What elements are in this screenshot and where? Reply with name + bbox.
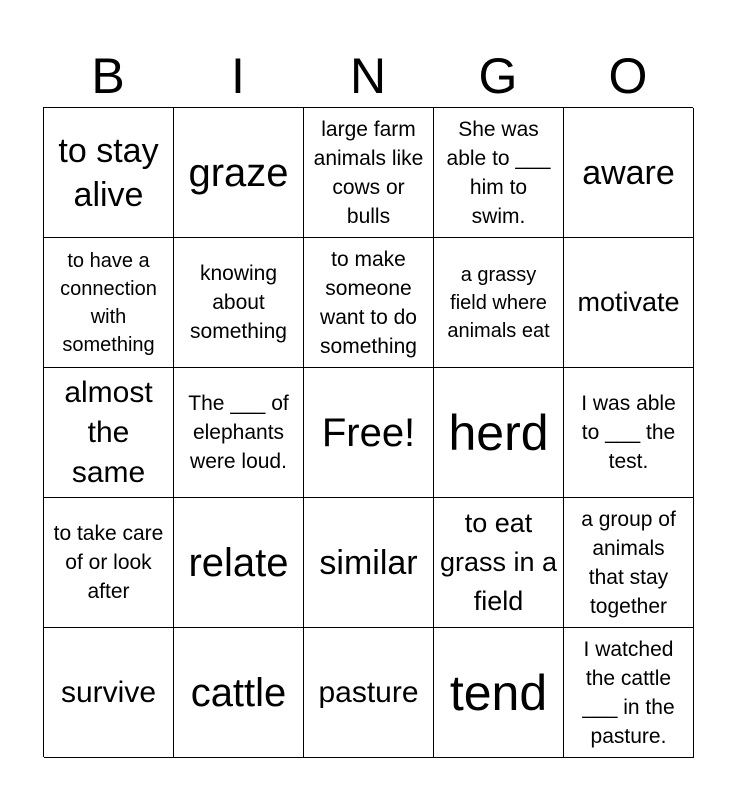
bingo-cell-r5-c2: [174, 628, 304, 758]
bingo-cell-r1-c3: [304, 108, 434, 238]
bingo-cell-r1-c4: [434, 108, 564, 238]
bingo-cell-r3-c2: [174, 368, 304, 498]
bingo-cell-r1-c1: [44, 108, 174, 238]
bingo-cell-r3-c3: [304, 368, 434, 498]
cell-text: Free!: [321, 410, 416, 455]
bingo-cell-r2-c1: [44, 238, 174, 368]
bingo-cell-r4-c4: [434, 498, 564, 628]
cell-text: aware: [582, 153, 675, 192]
bingo-cell-r3-c1: [44, 368, 174, 498]
bingo-cell-r4-c2: [174, 498, 304, 628]
cell-text: motivate: [577, 287, 680, 317]
header-letter-o: O: [608, 48, 648, 104]
cell-text: tend: [449, 664, 548, 721]
cell-text: knowing about something: [190, 262, 287, 343]
bingo-cell-r4-c1: [44, 498, 174, 628]
bingo-cell-r2-c4: [434, 238, 564, 368]
header-letter-n: N: [349, 48, 387, 104]
bingo-cell-r5-c3: [304, 628, 434, 758]
bingo-cell-r3-c4: [434, 368, 564, 498]
header-letter-i: I: [231, 48, 245, 104]
bingo-cell-r5-c5: [564, 628, 694, 758]
cell-text: herd: [448, 404, 549, 461]
cell-text: She was able to ___ him to swim.: [446, 117, 551, 228]
cell-text: similar: [319, 543, 418, 582]
cell-text: survive: [60, 675, 157, 709]
cell-text: to make someone want to do something: [320, 247, 417, 358]
cell-text: a group of animals that stay together: [581, 507, 676, 618]
header-letter-b: B: [91, 48, 125, 104]
cell-text: to eat grass in a field: [439, 508, 558, 616]
bingo-cell-r4-c3: [304, 498, 434, 628]
cell-text: almost the same: [64, 375, 153, 489]
cell-text: graze: [188, 150, 289, 195]
cell-text: to take care of or look after: [53, 522, 164, 603]
bingo-header: [43, 44, 693, 108]
cell-text: The ___ of elephants were loud.: [188, 392, 289, 473]
cell-text: I watched the cattle ___ in the pasture.: [582, 637, 675, 748]
bingo-cell-r2-c3: [304, 238, 434, 368]
bingo-cell-r2-c5: [564, 238, 694, 368]
cell-text: pasture: [318, 675, 419, 709]
cell-text: to have a connection with something: [60, 249, 157, 356]
cell-text: cattle: [190, 670, 287, 715]
header-letter-g: G: [478, 48, 518, 104]
bingo-cell-r3-c5: [564, 368, 694, 498]
cell-text: large farm animals like cows or bulls: [313, 117, 424, 228]
cell-text: a grassy field where animals eat: [447, 263, 550, 342]
bingo-cell-r4-c5: [564, 498, 694, 628]
bingo-cell-r5-c4: [434, 628, 564, 758]
cell-text: to stay alive: [58, 131, 159, 214]
bingo-board: [43, 107, 693, 757]
bingo-cell-r2-c2: [174, 238, 304, 368]
cell-text: relate: [188, 540, 289, 585]
bingo-cell-r5-c1: [44, 628, 174, 758]
bingo-cell-r1-c5: [564, 108, 694, 238]
cell-text: I was able to ___ the test.: [581, 392, 676, 473]
bingo-cell-r1-c2: [174, 108, 304, 238]
